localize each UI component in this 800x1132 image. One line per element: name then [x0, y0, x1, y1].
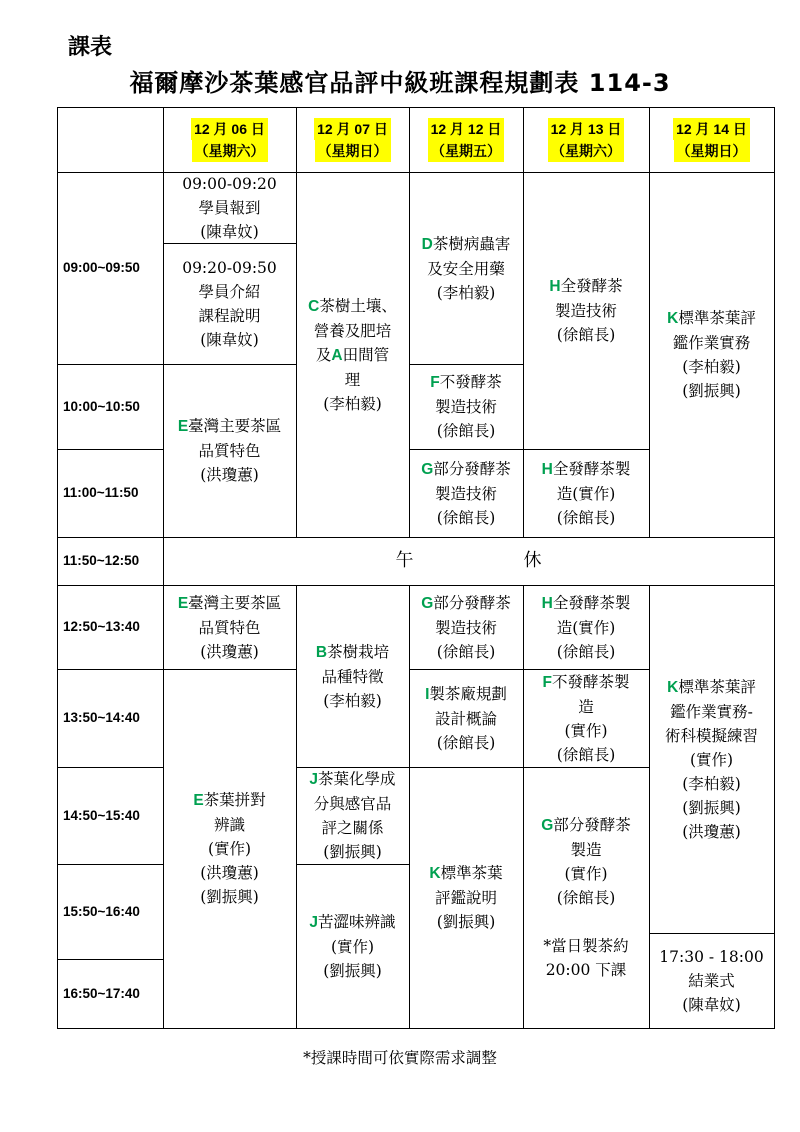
table-rule — [774, 107, 775, 1029]
day-weekday: （星期六） — [192, 140, 268, 162]
session-content — [429, 861, 502, 934]
time-label — [57, 864, 163, 959]
table-rule — [523, 537, 649, 538]
session-content — [421, 457, 511, 530]
session-content — [178, 591, 281, 664]
time-text: 09:00~09:50 — [63, 260, 140, 275]
table-rule — [523, 1028, 649, 1029]
session-cell — [523, 767, 649, 1028]
course-code: H — [541, 594, 553, 612]
table-rule — [523, 585, 649, 586]
session-content — [178, 414, 281, 487]
course-text: 標準茶葉評 鑑作業實務- 術科模擬練習 (實作) (李柏毅) (劉振興) (洪瓊蕙) — [664, 677, 758, 841]
session-cell — [649, 933, 774, 1028]
course-text: 標準茶葉評 鑑作業實務 (李柏毅) (劉振興) — [672, 309, 756, 400]
day-header-4 — [523, 107, 649, 172]
table-rule — [163, 585, 296, 586]
day-weekday: （星期五） — [428, 140, 504, 162]
session-cell — [296, 585, 409, 767]
session-content — [549, 274, 622, 347]
day-header-2 — [296, 107, 409, 172]
session-content — [541, 813, 631, 982]
day-header-5 — [649, 107, 774, 172]
time-text: 15:50~16:40 — [63, 903, 140, 919]
course-text: 苦澀味辨識 (實作) (劉振興) — [318, 912, 396, 980]
table-rule — [523, 767, 649, 768]
session-cell — [163, 585, 296, 669]
course-code: B — [315, 643, 328, 661]
course-code: E — [193, 792, 204, 809]
course-text: 茶樹病蟲害 及安全用藥 (李柏毅) — [427, 234, 511, 302]
course-code: G — [421, 460, 434, 478]
table-rule — [409, 449, 523, 450]
day-date: 12 月 13 日 — [548, 118, 625, 140]
day-weekday: （星期日） — [674, 140, 750, 162]
session-cell — [523, 585, 649, 669]
session-cell — [409, 172, 523, 364]
lunch-word: 午 — [395, 550, 414, 571]
document-label: 課表 — [68, 35, 113, 60]
session-content — [665, 675, 758, 844]
session-cell — [523, 172, 649, 449]
course-code: H — [541, 460, 553, 478]
session-content — [182, 256, 277, 352]
day-date: 12 月 07 日 — [314, 118, 391, 140]
table-rule — [163, 243, 296, 244]
table-rule — [649, 1028, 774, 1029]
course-code: H — [549, 278, 561, 295]
time-label — [57, 172, 163, 364]
time-label — [57, 767, 163, 864]
session-cell — [409, 767, 523, 1028]
day-date: 12 月 12 日 — [428, 118, 505, 140]
lunch-word: 休 — [523, 550, 542, 571]
time-text: 11:50~12:50 — [63, 553, 140, 568]
day-header-1 — [163, 107, 296, 172]
course-text: 09:00-09:20 學員報到 (陳韋妏) — [182, 174, 277, 241]
table-rule — [523, 669, 649, 670]
course-code: K — [667, 310, 679, 327]
course-text: 不發酵茶 製造技術 (徐館長) — [434, 373, 502, 440]
session-cell — [163, 243, 296, 364]
time-text: 10:00~10:50 — [63, 398, 140, 414]
table-rule — [163, 1028, 296, 1029]
session-content — [422, 232, 511, 305]
course-text: 全發酵茶製 造(實作) (徐館長) — [552, 593, 631, 661]
course-text: 茶葉化學成 分與感官品 評之關係 (劉振興) — [313, 770, 396, 861]
time-label — [57, 669, 163, 767]
session-content — [193, 788, 265, 909]
document-title: 福爾摩沙茶葉感官品評中級班課程規劃表 114-3 — [129, 69, 671, 97]
course-code: J — [309, 771, 319, 788]
table-rule — [409, 585, 523, 586]
day-header-3 — [409, 107, 523, 172]
session-content — [309, 910, 395, 983]
table-rule — [409, 669, 523, 670]
session-content — [430, 370, 501, 443]
table-rule — [409, 537, 523, 538]
course-text: 製茶廠規劃 設計概論 (徐館長) — [429, 684, 507, 752]
course-text: 17:30 - 18:00 結業式 (陳韋妏) — [659, 947, 764, 1014]
time-label — [57, 959, 163, 1028]
session-cell — [409, 364, 523, 449]
table-rule — [649, 585, 774, 586]
session-cell — [409, 449, 523, 537]
table-rule — [649, 537, 774, 538]
table-rule — [163, 537, 296, 538]
session-cell — [163, 669, 296, 1028]
day-weekday: （星期日） — [315, 140, 391, 162]
course-text: 茶葉拼對 辨識 (實作) (洪瓊蕙) (劉振興) — [200, 791, 266, 906]
course-code: I — [425, 685, 430, 703]
session-content — [421, 591, 511, 664]
table-rule — [409, 172, 523, 173]
session-content — [659, 945, 763, 1017]
table-rule — [296, 585, 409, 586]
course-text: 標準茶葉 評鑑說明 (劉振興) — [434, 864, 503, 931]
table-rule — [163, 364, 296, 365]
course-code: F — [430, 374, 440, 391]
session-content — [309, 767, 395, 864]
time-text: 14:50~15:40 — [63, 807, 140, 823]
session-cell — [409, 669, 523, 767]
session-cell — [163, 172, 296, 243]
table-rule — [163, 669, 296, 670]
session-content — [667, 306, 756, 403]
table-rule — [163, 172, 296, 173]
course-code: C — [308, 297, 320, 315]
course-text: 茶樹栽培 品種特徵 (李柏毅) — [321, 642, 390, 710]
course-code: D — [421, 235, 433, 253]
course-code: E — [177, 418, 189, 435]
course-code: K — [429, 865, 441, 882]
time-label — [57, 364, 163, 449]
session-cell — [296, 767, 409, 864]
course-text: 茶樹土壤、 營養及肥培 及 — [313, 296, 397, 364]
table-rule — [649, 933, 774, 934]
table-rule — [649, 172, 774, 173]
day-date: 12 月 06 日 — [191, 118, 268, 140]
course-code: J — [309, 913, 319, 931]
session-content — [542, 591, 631, 664]
session-cell — [163, 364, 296, 537]
table-rule — [409, 767, 523, 768]
course-code: E — [177, 594, 189, 612]
course-code: K — [667, 678, 679, 696]
table-rule — [523, 449, 649, 450]
time-label — [57, 537, 163, 585]
course-text: 部分發酵茶 製造 (實作) (徐館長) *當日製茶約 20:00 下課 — [543, 816, 631, 979]
table-rule — [296, 172, 409, 173]
session-cell — [296, 172, 409, 537]
session-cell — [523, 669, 649, 767]
course-code: G — [541, 817, 554, 834]
session-cell — [409, 585, 523, 669]
course-text: 臺灣主要茶區 品質特色 (洪瓊蕙) — [188, 593, 282, 661]
time-text: 12:50~13:40 — [63, 619, 140, 634]
course-code: F — [542, 673, 552, 691]
day-weekday: （星期六） — [548, 140, 624, 162]
session-content — [542, 457, 631, 530]
session-content — [543, 670, 630, 767]
course-text: 臺灣主要茶區 品質特色 (洪瓊蕙) — [188, 417, 282, 484]
day-date: 12 月 14 日 — [673, 118, 750, 140]
table-rule — [409, 1028, 523, 1029]
session-cell — [649, 585, 774, 933]
session-content — [182, 172, 277, 244]
time-text: 16:50~17:40 — [63, 985, 140, 1001]
session-content — [425, 682, 507, 755]
session-cell — [649, 172, 774, 537]
table-rule — [296, 767, 409, 768]
table-rule — [296, 537, 409, 538]
session-cell — [296, 864, 409, 1028]
footnote: *授課時間可依實際需求調整 — [303, 1049, 497, 1067]
course-text: 部分發酵茶 製造技術 (徐館長) — [433, 459, 511, 527]
course-text: 部分發酵茶 製造技術 (徐館長) — [433, 593, 511, 661]
table-rule — [523, 172, 649, 173]
time-label — [57, 585, 163, 669]
table-rule — [409, 364, 523, 365]
table-rule — [296, 1028, 409, 1029]
session-content — [316, 640, 389, 713]
course-text: 全發酵茶 製造技術 (徐館長) — [554, 277, 623, 344]
course-text: 09:20-09:50 學員介紹 課程說明 (陳韋妏) — [182, 258, 277, 349]
time-label — [57, 449, 163, 537]
course-text: 田間管 理 (李柏毅) — [323, 345, 390, 413]
course-text: 不發酵茶製 造 (實作) (徐館長) — [551, 672, 630, 764]
time-text: 11:00~11:50 — [63, 485, 139, 500]
time-text: 13:50~14:40 — [63, 710, 140, 725]
session-cell — [523, 449, 649, 537]
lunch-break — [163, 537, 774, 585]
course-text: 全發酵茶製 造(實作) (徐館長) — [552, 459, 631, 527]
table-rule — [296, 864, 409, 865]
session-content — [308, 294, 397, 416]
course-code: A — [331, 346, 343, 364]
course-code: G — [421, 594, 434, 612]
